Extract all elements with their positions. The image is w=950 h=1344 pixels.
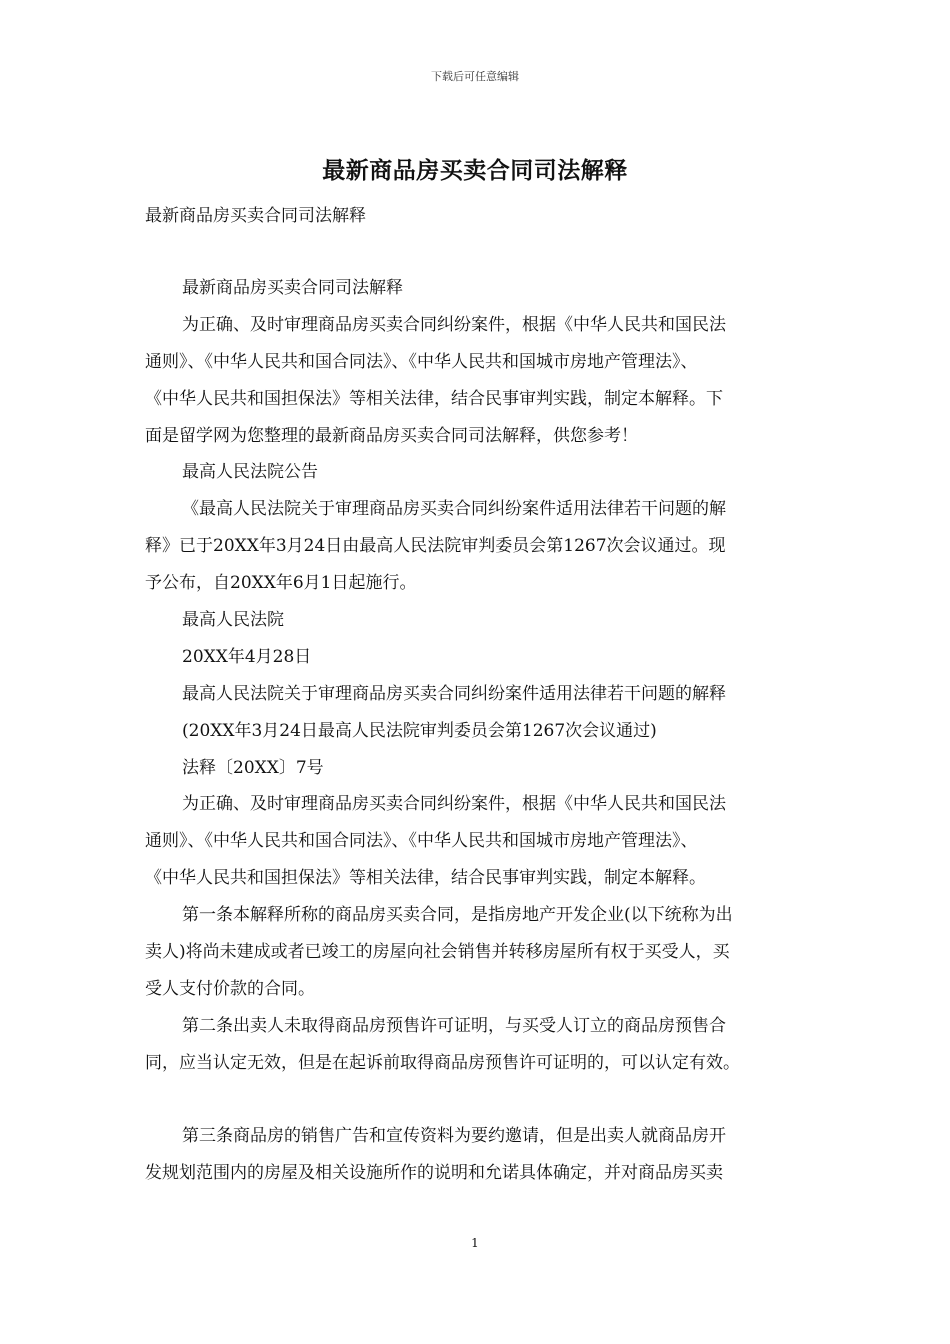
paragraph-line: 通则》、《中华人民共和国合同法》、《中华人民共和国城市房地产管理法》、: [145, 351, 698, 372]
date-line: 20XX年4月28日: [182, 646, 312, 667]
document-subtitle: 最新商品房买卖合同司法解释: [145, 206, 366, 226]
paragraph-line: 第三条商品房的销售广告和宣传资料为要约邀请，但是出卖人就商品房开: [182, 1126, 726, 1147]
heading-line: 最新商品房买卖合同司法解释: [182, 278, 403, 298]
paragraph-line: 面是留学网为您整理的最新商品房买卖合同司法解释，供您参考！: [145, 425, 638, 446]
signature-line: 最高人民法院: [182, 610, 284, 631]
paragraph-line: 卖人)将尚未建成或者已竣工的房屋向社会销售并转移房屋所有权于买受人，买: [145, 942, 730, 963]
paragraph-line: 第一条本解释所称的商品房买卖合同，是指房地产开发企业(以下统称为出: [182, 905, 733, 926]
page-number: 1: [471, 1236, 479, 1250]
blank-line: [145, 1082, 810, 1119]
document-body: [145, 270, 810, 1192]
paragraph-line: 《中华人民共和国担保法》等相关法律，结合民事审判实践，制定本解释。下: [145, 388, 723, 409]
paragraph-line: 发规划范围内的房屋及相关设施所作的说明和允诺具体确定，并对商品房买卖: [145, 1163, 723, 1184]
heading-line: 最高人民法院公告: [182, 462, 318, 483]
paragraph-line: 受人支付价款的合同。: [145, 978, 315, 999]
paragraph-line: 为正确、及时审理商品房买卖合同纠纷案件，根据《中华人民共和国民法: [182, 794, 726, 815]
paragraph-line: 释》已于20XX年3月24日由最高人民法院审判委员会第1267次会议通过。现: [145, 536, 726, 557]
paragraph-line: 第二条出卖人未取得商品房预售许可证明，与买受人订立的商品房预售合: [182, 1015, 726, 1036]
paragraph-line: 为正确、及时审理商品房买卖合同纠纷案件，根据《中华人民共和国民法: [182, 314, 726, 335]
paragraph-line: 《中华人民共和国担保法》等相关法律，结合民事审判实践，制定本解释。: [145, 868, 706, 889]
paragraph-line: 《最高人民法院关于审理商品房买卖合同纠纷案件适用法律若干问题的解: [182, 499, 726, 520]
header-note: 下载后可任意编辑: [431, 70, 519, 83]
document-title: 最新商品房买卖合同司法解释: [322, 157, 628, 184]
heading-line: 最高人民法院关于审理商品房买卖合同纠纷案件适用法律若干问题的解释: [182, 683, 726, 704]
paragraph-line: 通则》、《中华人民共和国合同法》、《中华人民共和国城市房地产管理法》、: [145, 831, 698, 852]
paragraph-line: 法释〔20XX〕7号: [182, 757, 324, 778]
paragraph-line: 同，应当认定无效，但是在起诉前取得商品房预售许可证明的，可以认定有效。: [145, 1052, 740, 1073]
paragraph-line: 予公布，自20XX年6月1日起施行。: [145, 573, 417, 594]
paragraph-line: (20XX年3月24日最高人民法院审判委员会第1267次会议通过): [182, 720, 657, 741]
